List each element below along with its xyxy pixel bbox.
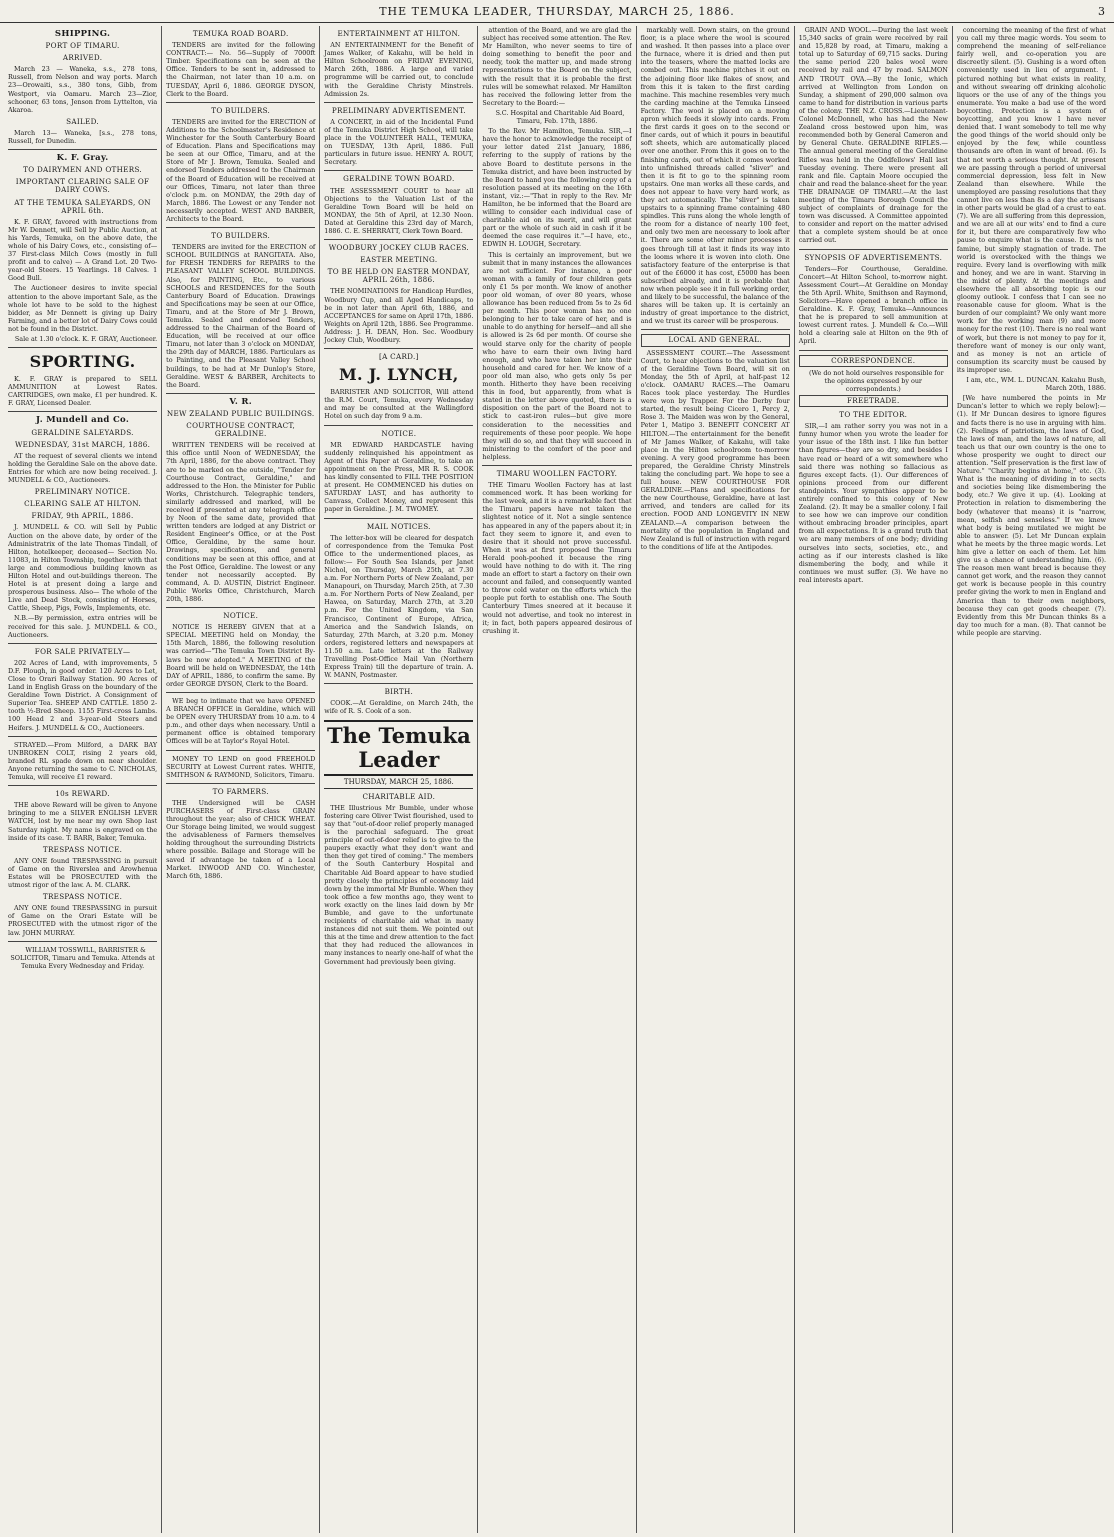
- courthouse-text: WRITTEN TENDERS will be received at this office until Noon of WEDNESDAY, the 7th April, 1886, for the above contract. They are to be marked on the outside, "Tender for Courthouse Contract, Geraldine," and addressed to the Hon. the Minister for Public Works, Christchurch. Telegraphic tenders, similarly addressed and marked, will be received if presented at any telegraph office by Noon of the same date, provided that written tenders are lodged at any District or Resident Engineer's Office, or at the Post Office, Geraldine, by the same hour. Drawings, specifications, and general conditions may be seen at this office, and at the Post Office, Geraldine. The lowest or any tender not necessarily accepted. By command, A. D. AUSTIN, District Engineer. Public Works Office, Christchurch, March 20th, 1886.: [166, 441, 316, 603]
- woodbury-text: THE NOMINATIONS for Handicap Hurdles, Woodbury Cup, and all Aged Handicaps, to be in not later than April 6th, 1886, and ACCEPTANCES for same on April 17th, 1886. Weights on April 12th, 1886. See Programme. Address: J. H. DEAN, Hon. Sec. Woodbury Jockey Club, Woodbury.: [324, 287, 474, 344]
- builders-text-1: TENDERS are invited for the ERECTION of Additions to the Schoolmaster's Residence at Winchester for the South Canterbury Board of Education. Plans and Specifications may be seen at our Office, Timaru, and at the Store of Mr J. Brown, Temuka. Sealed and endorsed Tenders addressed to the Chairman of the Board of Education will be received at our Offices, Timaru, not later than three o'clock p.m. on MONDAY, the 29th day of March, 1886. The Lowest or any Tender not necessarily accepted. WEST AND BARBER, Architects to the Board.: [166, 117, 316, 223]
- dateline: THURSDAY, MARCH 25, 1886.: [324, 778, 473, 789]
- notice-text-2: MR EDWARD HARDCASTLE having suddenly relinquished his appointment as Agent of this Paper at Geraldine, to take an appointment on the Press, MR R. S. COOK has kindly consented to FILL THE POSITION at present. He COMMENCED his duties on SATURDAY LAST, and has authority to Canvass, Collect Money, and represent this paper in Geraldine. J. M. TWOMEY.: [324, 440, 474, 514]
- vr-crest: V. R.: [229, 396, 252, 407]
- nb-text: N.B.—By permission, extra entries will be received for this sale. J. MUNDELL & CO., Auctioneers.: [8, 614, 158, 639]
- strayed-text: STRAYED.—From Milford, a DARK BAY UNBROKEN COLT, rising 2 years old, branded RL spade down on near shoulder. Anyone returning the same to C. NICHOLAS, Temuka, will receive £1 reward.: [8, 740, 158, 782]
- board-letter-heading: S.C. Hospital and Charitable Aid Board, Timaru, Feb. 17th, 1886.: [495, 108, 625, 126]
- entertainment-heading: ENTERTAINMENT AT HILTON.: [337, 29, 461, 38]
- builders-text-2: TENDERS are invited for the ERECTION of SCHOOL BUILDINGS at RANGITATA. Also, for FRESH TENDERS for REPAIRS to the PLEASANT VALLEY SCHOOL BUILDINGS. Also, for PAINTING, Etc., to various SCHOOLS and RESIDENCES for the South Canterbury Board of Education. Drawings and Specifications may be seen at our Office, Timaru, and at the Store of Mr J. Brown, Temuka. Sealed and endorsed Tenders, addressed to the Chairman of the Board of Education, will be received at our office Timaru, not later than 3 o'clock on MONDAY, the 29th day of MARCH, 1886. Particulars as to Painting, and the Pleasant Valley School buildings, to be had at Mr Dunlop's Store, Geraldine. WEST & BARBER, Architects to the Board.: [166, 243, 316, 389]
- synopsis-text: Tenders—For Courthouse, Geraldine. Concert—At Hilton School, to-morrow night. Assessment Court—At Geraldine on Monday the 5th April. White, Smithson and Raymond, Solicitors—Have opened a branch office in Geraldine. K. F. Gray, Temuka—Announces that he is prepared to sell ammunition at lowest current rates. J. Mundell & Co.—Will hold a clearing sale at Hilton on the 9th of April.: [798, 264, 948, 346]
- board-letter-text: To the Rev. Mr Hamilton, Temuka. SIR,—I have the honor to acknowledge the receipt of your letter dated 21st January, 1886, referring to the supply of rations by the above Board to destitute persons in the Temuka district, and have been instructed by the Board to hand you the following copy of a resolution passed at its meeting on the 16th instant, viz.:—"That in reply to the Rev. Mr Hamilton, he be informed that the Board are willing to consider each individual case of charitable aid on its merit, and will grant part or the whole of such aid in cash if it be deemed the case requires it."—I have, etc., EDWIN H. LOUGH, Secretary.: [482, 127, 632, 249]
- column-2: [162, 26, 320, 1533]
- builders-heading-1: TO BUILDERS.: [211, 105, 271, 115]
- trespass-text-2: ANY ONE found TRESPASSING in pursuit of Game on the Orari Estate will be PROSECUTED with the utmost rigor of the law. JOHN MURRAY.: [8, 904, 158, 937]
- kf-gray-text: K. F. GRAY, favored with instructions from Mr W. Dennett, will Sell by Public Auction, at his Yards, Temuka, on the above date, the whole of his Dairy Cows, etc., consisting of— 37 First-class Milch Cows (mostly in full profit and to calve) — A Grand Lot. 20 Two-year-old Steers. 15 Yearlings. 18 Calves. 1 Good Bull.: [8, 217, 158, 283]
- local-general-heading: LOCAL AND GENERAL.: [641, 334, 790, 346]
- freetrade-letter-continued: concerning the meaning of the first of what you call my three magic words. You seem to comprehend the meaning of self-reliance fairly well, and co-operation you are discreetly silent. (5). Gushing is a word often conveniently used in lieu of argument. I pictured nothing but what exists in reality, and without swearing off drinking alcoholic liquors or the use of any of the things you enumerate. You make a bad use of the word boycotting. Protection is a system of boycotting, and you know I have never denied that. I want somebody to tell me why the good things of the world should only be enjoyed by the few, while countless thousands are often in want of bread. (6). Is that not worth a serious thought. At present we are passing through a period of universal commercial depression, less felt in New Zealand than elsewhere. While the unemployed are passing resolutions that they cannot live on less than 8s a day the artisans in other parts would be glad of a crust to eat. (7). We are all suffering from this depression, and we are all at our wits' end to find a cure for it, but there are comparatively few who pause to enquire what is the cause. It is not famine, but simply stagnation of trade. The world is overstocked with the things we require. Every land is overflowing with milk and honey, and we are in want. Starving in the midst of plenty. At the meetings and elsewhere the all absorbing topic is our gloomy outlook. I confess that I can see no reasonable cause for gloom. What is the burden of our complaint? We only want more work for the working man (9) and more money for the rest (10). There is no real want of work, but there is not money to pay for it, therefore want of money is our only want, and as money is not an article of consumption its scarcity must be caused by its improper use.: [956, 26, 1106, 374]
- editorial-text: This is certainly an improvement, but we submit that in many instances the allowances are not sufficient. For instance, a poor woman with a family of four children gets only £1 5s per month. We know of another poor old woman, of over 80 years, whose allowance has been reduced from 5s to 2s 6d per month. This poor woman has no one belonging to her to take care of her, and is unable to do anything for herself—and all she is allowed is 2s 6d per month. Of course she would starve only for the charity of people who have to earn their own living hard enough, and who have taken her into their household and cared for her. We know of a poor old man also, who gets only 5s per month. Hitherto they have been receiving this in food, but apparently, from what is stated in the letter above quoted, there is a disposition on the part of the Board not to stick to cast-iron rules—but give more consideration to the necessities and requirements of these poor people. We hope they will do so, and that they will succeed in ministering to the comfort of the poor and helpless.: [482, 250, 632, 461]
- page-masthead: [0, 0, 1114, 23]
- correspondence-heading: CORRESPONDENCE.: [799, 355, 948, 367]
- charitable-aid-text: THE Illustrious Mr Bumble, under whose fostering care Oliver Twist flourished, used to say that "out-of-door relief properly managed is the parochial safeguard. The great principle of out-of-door relief is to give to the paupers exactly what they don't want and then they get tired of coming." The members of the South Canterbury Hospital and Charitable Aid Board appear to have studied pretty closely the principles of economy laid down by the immortal Mr Bumble. When they took office a few months ago, they went to work exactly on the lines laid down by Mr Bumble, and gave to the unfortunate recipients of charitable aid what in many instances did not suit them. We pointed out this at the time and drew attention to the fact that they had reduced the allowances in many instances to nearly one-half of what the Government had previously been giving.: [324, 803, 474, 966]
- notice-heading-2: NOTICE.: [381, 428, 417, 438]
- clearing-hilton-heading: CLEARING SALE AT HILTON.: [24, 499, 141, 509]
- preliminary-ad-heading: PRELIMINARY ADVERTISEMENT.: [331, 105, 466, 115]
- to-editor-heading: TO THE EDITOR.: [839, 410, 908, 420]
- farmers-text: THE Undersigned will be CASH PURCHASERS of First-class GRAIN throughout the year; also of CHICK WHEAT. Our Storage being limited, we would suggest the advisableness of Farmers themselves holding throughout the surrounding Districts where possible. Bailage and Storage will be saved if advantage be taken of a Local Market. INWOOD AND CO. Winchester, March 6th, 1886.: [166, 798, 316, 880]
- page-number: 3: [1098, 5, 1106, 18]
- newspaper-banner: The Temuka Leader: [324, 720, 473, 776]
- road-board-text: TENDERS are invited for the following CONTRACT:— No. 56—Supply of 7000ft Timber. Specifications can be seen at the Office. Tenders to be sent in, addressed to the Chairman, not later than 10 a.m. on TUESDAY, April 6, 1886. GEORGE DYSON, Clerk to the Board.: [166, 41, 316, 98]
- road-board-heading: TEMUKA ROAD BOARD.: [192, 29, 289, 38]
- trespass-heading-1: TRESPASS NOTICE.: [42, 844, 123, 854]
- mundell-text: AT the request of several clients we intend holding the Geraldine Sale on the above date. Entries for which are now being received. J. MUNDELL & CO., Auctioneers.: [8, 451, 158, 485]
- wednesday-heading: WEDNESDAY, 31st MARCH, 1886.: [14, 439, 151, 449]
- for-sale-heading: FOR SALE PRIVATELY—: [34, 646, 131, 656]
- sailed-heading: SAILED.: [66, 116, 99, 126]
- column-1: [4, 26, 162, 1533]
- arrived-heading: ARRIVED.: [62, 53, 103, 63]
- lynch-text: BARRISTER AND SOLICITOR, Will attend the R.M. Court, Temuka, every Wednesday and may be consulted at the Wallingford Hotel on such day from 9 a.m.: [324, 388, 474, 421]
- hilton-text: J. MUNDELL & CO. will Sell by Public Auction on the above date, by order of the Administratrix of the late Thomas Tindall, of Hilton, hotelkeeper, deceased— Section No. 11083, in Hilton Township, together with that large and commodious building known as Hilton Hotel and out-buildings thereon. The Hotel is at present doing a large and prosperous business. Also— The whole of the Live and Dead Stock, consisting of Horses, Cattle, Sheep, Pigs, Fowls, Implements, etc.: [8, 523, 158, 613]
- grain-wool-text: GRAIN AND WOOL.—During the last week 15,340 sacks of grain were received by rail and 15,828 by road, at Timaru, making a total up to Saturday of 69,715 sacks. During the same period 220 bales wool were received by rail and 47 by road. SALMON AND TROUT OVA.—By the Ionic, which arrived at Wellington from London on Sunday, a shipment of 290,000 salmon ova came to hand for distribution in various parts of the colony. THE N.Z. CROSS.—Lieutenant-Colonel McDonnell, who has had the New Zealand cross bestowed upon him, was recommended both by General Cameron and by General Chute. GERALDINE RIFLES.—The annual general meeting of the Geraldine Rifles was held in the Oddfellows' Hall last Tuesday evening. There were present all rank and file. Captain Moore occupied the chair and read the balance-sheet for the year. THE DRAINAGE OF TIMARU.—At the last meeting of the Timaru Borough Council the subject of complaints of drainage for the town was discussed. A Committee appointed to consider and report on the matter advised that a complete system should be at once carried out.: [798, 26, 948, 245]
- woodbury-heading: WOODBURY JOCKEY CLUB RACES.: [328, 243, 470, 253]
- kf-gray-text-2: The Auctioneer desires to invite special attention to the above important Sale, as the whole lot have to be sold to the highest bidder, as Mr Dennett is giving up Dairy Farming, and a better lot of Dairy Cows could not be found in the District.: [8, 284, 158, 333]
- birth-heading: BIRTH.: [384, 687, 414, 697]
- notice-text-1: NOTICE IS HEREBY GIVEN that at a SPECIAL MEETING held on Monday, the 15th March, 1886, the following resolution was carried—"The Temuka Town District By-laws be now adopted." A MEETING of the Board will be held on WEDNESDAY, the 14th DAY of APRIL, 1886, to confirm the same. By order GEORGE DYSON, Clerk to the Board.: [166, 623, 316, 688]
- column-7: [953, 26, 1110, 1533]
- freetrade-heading: FREETRADE.: [799, 395, 948, 407]
- woollen-factory-text: THE Timaru Woollen Factory has at last commenced work. It has been working for the last week, and it is a remarkable fact that the Timaru papers have not taken the slightest notice of it. Not a single sentence has appeared in any of the papers about it; in fact they seem to ignore it, and even to desire that it should not prove successful. When it was at first proposed the Timaru Herald pooh-poohed it because the ring would have nothing to do with it. The ring made an effort to start a factory on their own account and failed, and consequently wanted to throw cold water on the efforts which the people put forth to establish one. The South Canterbury Times sneered at it because it would not advertise, and took no interest in it; in fact, both papers appeared desirous of crushing it.: [482, 481, 632, 635]
- woollen-factory-heading: TIMARU WOOLLEN FACTORY.: [496, 468, 618, 478]
- for-sale-text: 202 Acres of Land, with improvements, 5 D.F. Plough, in good order. 120 Acres to Let, Close to Orari Railway Station. 90 Acres of Land in English Grass on the boundary of the Geraldine Town District. A Consignment of Superior Tea. SHEEP AND CATTLE. 1850 2-tooth ½-Bred Sheep. 1155 First-cross Lambs. 100 Head 2 and 3-year-old Steers and Heifers. J. MUNDELL & CO., Auctioneers.: [8, 658, 158, 732]
- assessment-text: THE ASSESSMENT COURT to hear all Objections to the Valuation List of the Geraldine Town Board will be held on MONDAY, the 5th of April, at 12.30 Noon. Dated at Geraldine this 23rd day of March, 1886. C. E. SHERRATT, Clerk Town Board.: [324, 186, 474, 235]
- mundell-heading: J. Mundell and Co.: [36, 415, 130, 426]
- sporting-text: K. F. GRAY is prepared to SELL AMMUNITION at Lowest Rates. CARTRIDGES, own make, £1 per hundred. K. F. GRAY, Licensed Dealer.: [8, 375, 158, 408]
- easter-meeting-heading: EASTER MEETING.: [360, 255, 438, 265]
- local-general-text: ASSESSMENT COURT.—The Assessment Court, to hear objections to the valuation list of the Geraldine Town Board, will sit on Monday, the 5th of April, at half-past 12 o'clock. OAMARU RACES.—The Oamaru Races took place yesterday. The Hurdles were won by Trapper. For the Derby four started, the result being Cicero 1, Percy 2, Rose 3. The Maiden was won by the General, Peter 1, Matipo 3. BENEFIT CONCERT AT HILTON.—The entertainment for the benefit of Mr James Walker, of Kakahu, will take place in the Hilton schoolroom to-morrow evening. A very good programme has been prepared, the Geraldine Christy Minstrels taking the concluding part. We hope to see a full house. NEW COURTHOUSE FOR GERALDINE.—Plans and specifications for the new Courthouse, Geraldine, have at last arrived, and tenders are called for its erection. FOOD AND LONGEVITY IN NEW ZEALAND.—A comparison between the mortality of the population in England and New Zealand is full of instruction with regard to the conditions of life at the Antipodes.: [640, 348, 790, 551]
- birth-text: COOK.—At Geraldine, on March 24th, the wife of R. S. Cook of a son.: [324, 699, 474, 716]
- woollen-machinery-text: markably well. Down stairs, on the ground floor, is a place where the wool is scoured and washed. It then passes into a place over the furnace, where it is dried and then put into the teasers, where the matted locks are combed out. This machine pitches it out on the adjoining floor like flakes of snow, and from this it is taken to the first carding machine. This machine resembles very much the carding machine at the Temuka Linseed Factory. The wool is placed on a moving apron which feeds it slowly into cards. From the first cards it goes on to the second or finer cards, out of which it pours in beautiful soft sheets, which are automatically placed over one another. From this it goes on to the finishing cards, out of which it comes worked into unfinished threads called "sliver" and then it is fit to go to the spinning room upstairs. One man works all these cards, and does not appear to have very hard work, as they act automatically. The "sliver" is taken upstairs to a spinning frame containing 480 spindles. This runs along the whole length of the room for a distance of nearly 100 feet, and only two men are necessary to look after it. There are some other minor processes it goes through till at last it finds its way into the looms where it is woven into cloth. One satisfactory feature of the enterprise is that out of the £6000 it has cost, £5000 has been subscribed already, and it is probable that now when people see it in full working order, and likely to be successful, the balance of the shares will be taken up. It is certainly an industry of great importance to the district, and we trust its career will be prosperous.: [640, 26, 790, 326]
- column-3: [320, 26, 478, 1533]
- reward-heading: 10s REWARD.: [55, 789, 110, 799]
- synopsis-heading: SYNOPSIS OF ADVERTISEMENTS.: [804, 252, 943, 262]
- trespass-text-1: ANY ONE found TRESPASSING in pursuit of Game on the Riverslea and Arowhenua Estates will be PROSECUTED with the utmost rigor of the law. A. M. CLARK.: [8, 856, 158, 890]
- sailed-text: March 13— Waneka, [s.s., 278 tons, Russell, for Dunedin.: [8, 128, 158, 146]
- geraldine-town-board-heading: GERALDINE TOWN BOARD.: [343, 174, 455, 184]
- reward-text: THE above Reward will be given to Anyone bringing to me a SILVER ENGLISH LEVER WATCH, lost by me near my own Shop last Saturday night. My name is engraved on the inside of its case. T. BARR, Baker, Temuka.: [8, 801, 158, 842]
- saleyards-heading: AT THE TEMUKA SALEYARDS, ON APRIL 6th.: [14, 197, 151, 215]
- tosswill-card: WILLIAM TOSSWILL, BARRISTER & SOLICITOR, Timaru and Temuka. Attends at Temuka Every Wednesday and Friday.: [10, 945, 155, 970]
- letter-signature: I am, etc., WM. L. DUNCAN. Kakahu Bush, March 20th, 1886.: [966, 376, 1106, 393]
- sporting-heading: SPORTING.: [29, 352, 136, 372]
- trespass-heading-2: TRESPASS NOTICE.: [42, 892, 123, 902]
- editor-reply-text: [We have numbered the points in Mr Duncan's letter to which we reply below]:— (1). If Mr Duncan desires to ignore figures and facts there is no use in arguing with him. (2). Feelings of patriotism, the laws of God, the laws of man, and the laws of nature, all teach us that our own country is the one to whose prosperity we ought to direct our attention. "Self preservation is the first law of Nature." "Charity begins at home," etc. (3). What is the meaning of dividing in to sects and societies being like dismembering the body, etc.? We give it up. (4). Looking at Protection in relation to dismembering the body (whatever that means) it is "narrow, mean, selfish and senseless." If we knew what body is being mutilated we might be able to answer. (5). Let Mr Duncan explain what he meets by the three magic words. Let him give a letter on each of them. Let him give us a chance of understanding him. (6). The reason men want bread is because they cannot get work, and the reason they cannot get work is because people in this country prefer giving the work to men in England and America than to their own neighbors, because they can get goods cheaper. (7). Evidently from this Mr Duncan thinks 8s a day too much for a man. (8). That cannot be while people are starving.: [956, 394, 1106, 637]
- builders-heading-2: TO BUILDERS.: [211, 231, 271, 241]
- farmers-heading: TO FARMERS.: [212, 786, 269, 796]
- column-6: [795, 26, 953, 1533]
- card-heading: [A CARD.]: [379, 352, 419, 362]
- masthead-title: THE TEMUKA LEADER, THURSDAY, MARCH 25, 1886.: [379, 5, 735, 18]
- courthouse-heading: COURTHOUSE CONTRACT, GERALDINE.: [186, 421, 296, 439]
- branch-office-text: WE beg to intimate that we have OPENED A BRANCH OFFICE in Geraldine, which will be OPEN every THURSDAY from 10 a.m. to 4 p.m., and other days when necessary. Until a permanent office is obtained temporary Offices will be at Taylor's Royal Hotel.: [166, 696, 316, 746]
- entertainment-text: AN ENTERTAINMENT for the Benefit of James Walker, of Kakahu, will be held in Hilton Schoolroom on FRIDAY EVENING, March 26th, 1886. A large and varied programme will be carried out, to conclude with the Geraldine Christy Minstrels. Admission 2s.: [324, 41, 474, 98]
- charitable-aid-heading: CHARITABLE AID.: [362, 791, 436, 801]
- nz-public-buildings-heading: NEW ZEALAND PUBLIC BUILDINGS.: [166, 408, 315, 418]
- column-5: [637, 26, 795, 1533]
- dairymen-heading: TO DAIRYMEN AND OTHERS.: [23, 165, 142, 175]
- port-heading: PORT OF TIMARU.: [45, 41, 120, 51]
- mail-notices-text: The letter-box will be cleared for despatch of correspondence from the Temuka Post Office to the undermentioned places, as follow:— For South Sea Islands, per Janet Nichol, on Thursday, March 25th, at 7.30 a.m. For Northern Ports of New Zealand, per Manapouri, on Thursday, March 25th, at 7.30 a.m. For Northern Ports of New Zealand, per Hawea, on Saturday, March 27th, at 3.20 p.m. For the United Kingdom, via San Francisco, Continent of Europe, Africa, America and the Sandwich Islands, on Saturday, 27th March, at 3.20 p.m. Money orders, registered letters and newspapers at 11.50 a.m. Late letters at the Railway Travelling Post-Office Mail Van (Northern Express Train) till the departure of train. A. W. MANN, Postmaster.: [324, 533, 474, 680]
- charitable-aid-continued: attention of the Board, and we are glad the subject has received some attention. The Rev. Mr Hamilton, who never seems to tire of doing something to benefit the poor and needy, took the matter up, and made strong representations to the Board on the subject, with the result that it is probable the first rules will be somewhat relaxed. Mr Hamilton has received the following letter from the Secretary to the Board:—: [482, 26, 632, 107]
- columns: [4, 26, 1110, 1533]
- arrived-text: March 23 — Waneka, s.s., 278 tons, Russell, from Nelson and way ports. March 23—Orowaiti, s.s., 380 tons, Gibb, from Westport, via Oamaru. March 23—Zior, schooner, 63 tons, Jenson from Lyttelton, via Akaroa.: [8, 65, 158, 114]
- shipping-heading: SHIPPING.: [54, 29, 111, 39]
- geraldine-saleyards-heading: GERALDINE SALEYARDS.: [31, 427, 134, 437]
- easter-date: TO BE HELD ON EASTER MONDAY, APRIL 26th, 1886.: [327, 267, 471, 285]
- kf-gray-sale: Sale at 1.30 o'clock. K. F. GRAY, Auctioneer.: [14, 335, 158, 343]
- freetrade-letter-text: SIR,—I am rather sorry you was not in a funny humor when you wrote the leader for your issue of the 18th inst. I like fun better than figures—they are so dry, and besides I have read or heard of a wit somewhere who said there was nothing so fallacious as figures except facts. (1). Our differences of opinions proceed from our different standpoints. Your sympathies appear to be entirely confined to this colony of New Zealand. (2). It may be a smaller colony. I fail to see how we can improve our condition without embracing broader principles, apart from all expectations. It is a grand truth that we are many members of one body; dividing ourselves into sects, societies, etc., and acting as if our interests clashed is like dismembering the body, and while it continues we must suffer. (3). We have no real interests apart.: [798, 422, 948, 584]
- mail-notices-heading: MAIL NOTICES.: [366, 521, 431, 531]
- friday-heading: FRIDAY, 9th APRIL, 1886.: [31, 511, 134, 521]
- concert-text: A CONCERT, in aid of the Incidental Fund of the Temuka District High School, will take place in the VOLUNTEER HALL, TEMUKA, on TUESDAY, 13th April, 1886. Full particulars in future issue. HENRY A. ROUT, Secretary.: [324, 117, 474, 167]
- column-4: [478, 26, 636, 1533]
- lynch-name: M. J. LYNCH,: [339, 365, 459, 385]
- money-lend-text: MONEY TO LEND on good FREEHOLD SECURITY at Lowest Current rates. WHITE, SMITHSON & RAYMOND, Solicitors, Timaru.: [166, 754, 316, 779]
- disclaimer-text: (We do not hold ourselves responsible for the opinions expressed by our correspondents.): [808, 368, 944, 393]
- notice-heading-1: NOTICE.: [223, 611, 259, 621]
- clearing-sale-heading: IMPORTANT CLEARING SALE OF DAIRY COWS.: [15, 177, 150, 195]
- preliminary-notice-heading: PRELIMINARY NOTICE.: [34, 487, 131, 497]
- kf-gray-heading: K. F. Gray.: [56, 153, 109, 164]
